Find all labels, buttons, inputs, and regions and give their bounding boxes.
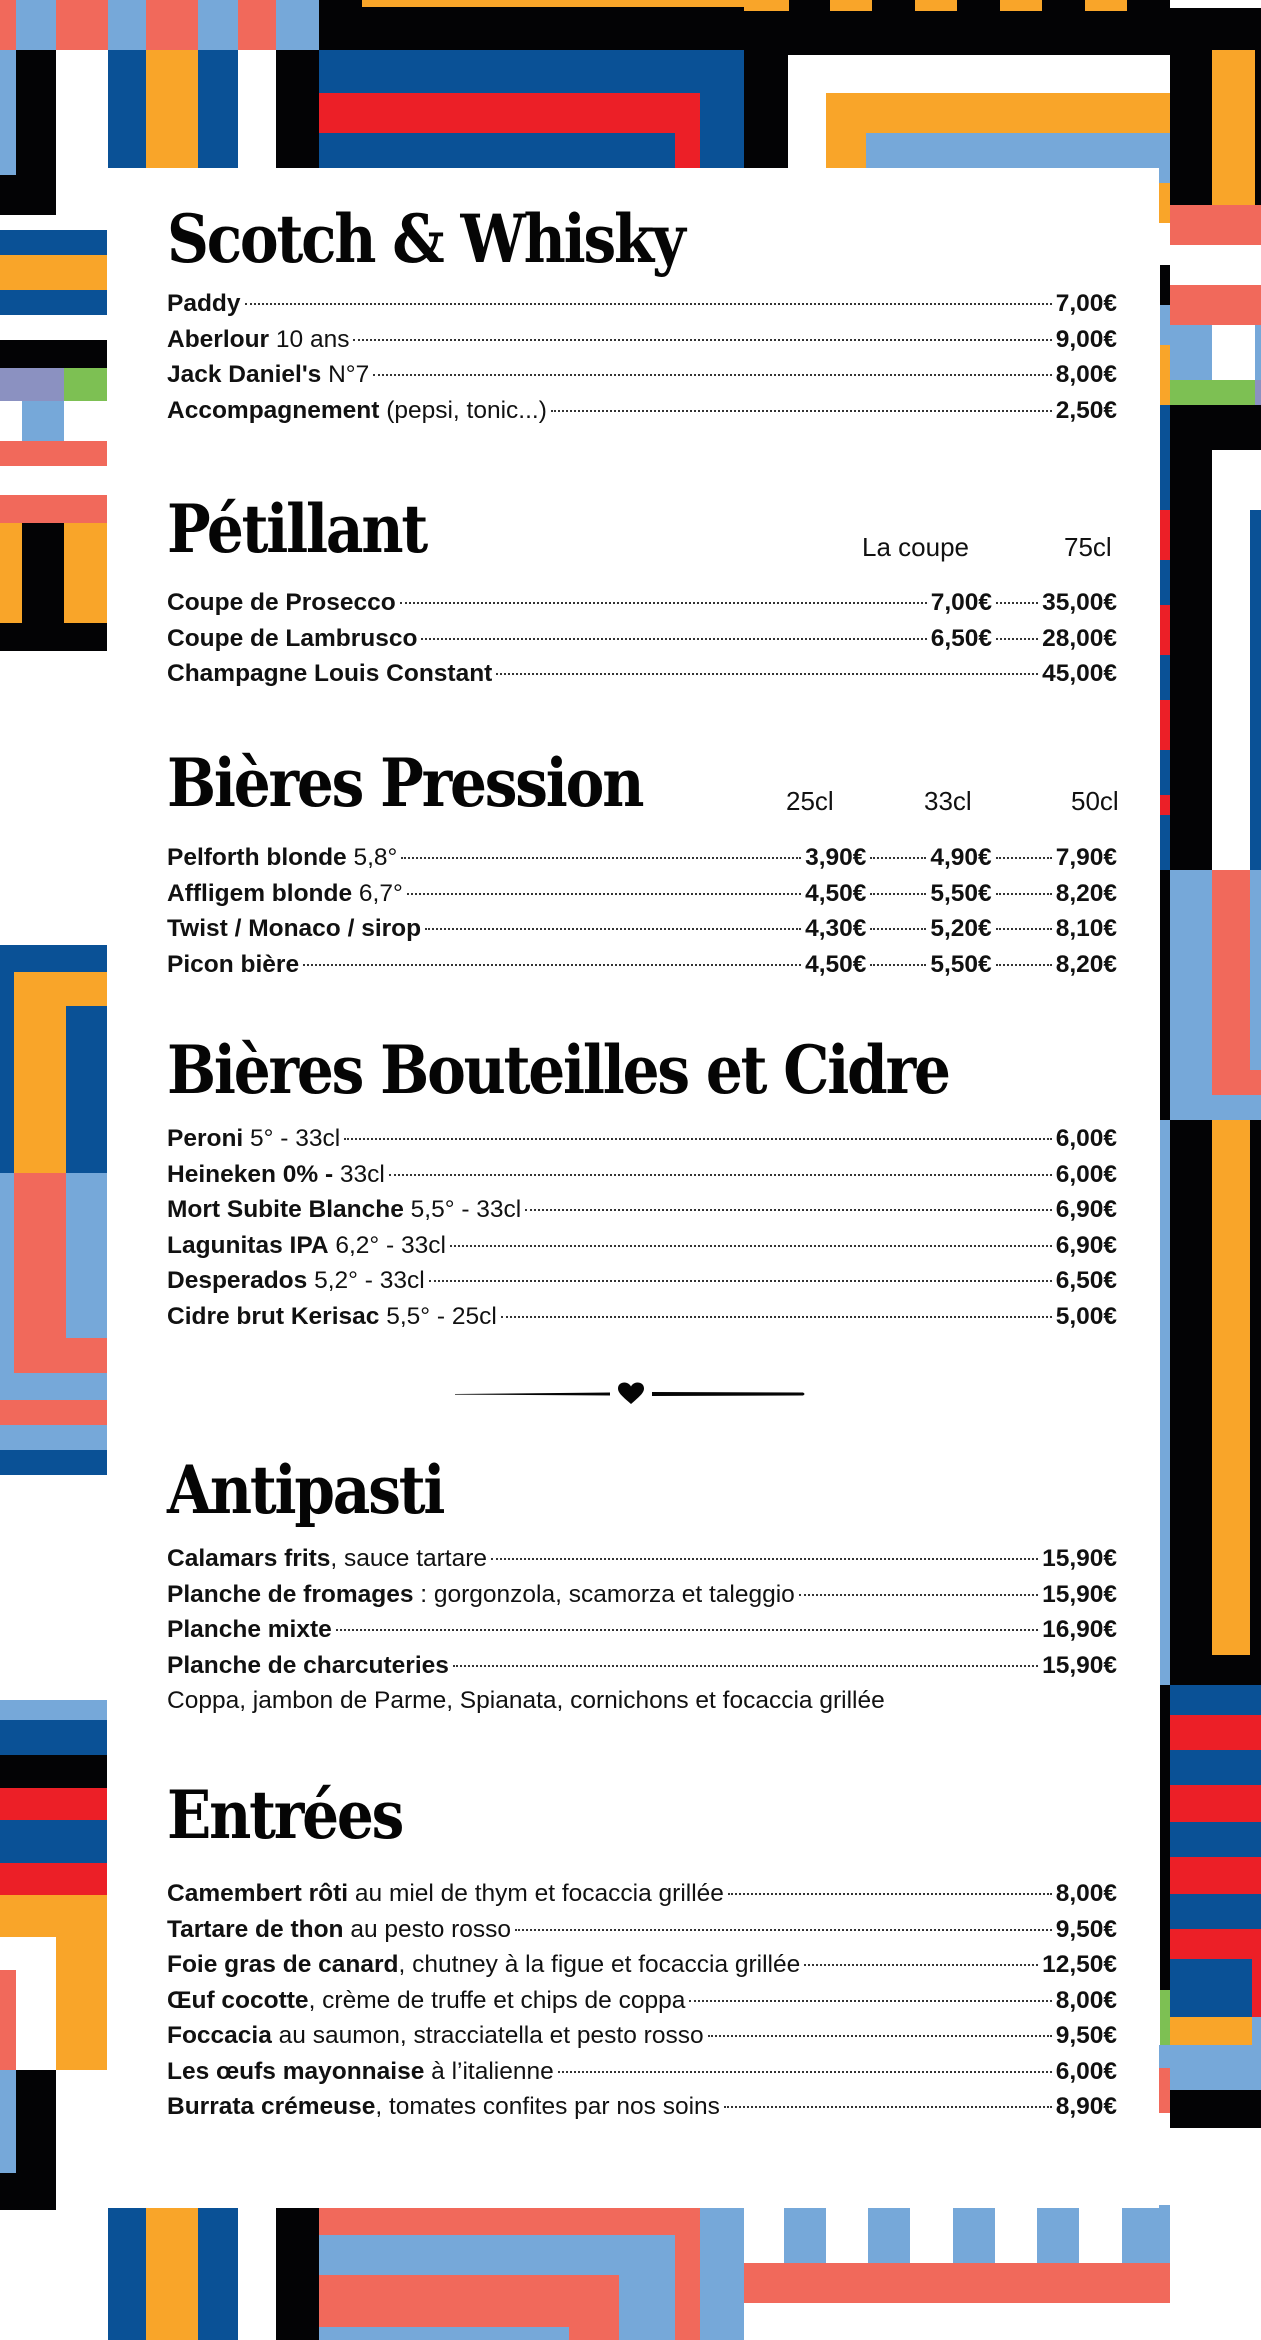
menu-item: Burrata crémeuse, tomates confites par nos soins 8,90€ [167,2093,1117,2120]
menu-item: Lagunitas IPA 6,2° - 33cl 6,90€ [167,1231,1117,1259]
menu-item: Peroni 5° - 33cl 6,00€ [167,1125,1117,1152]
section-scotch-whisky [167,200,1117,428]
menu-item: Planche de charcuteries 15,90€ [167,1651,1117,1679]
heart-divider [455,1380,805,1410]
section-petillant [167,490,1117,692]
menu-item: Mort Subite Blanche 5,5° - 33cl 6,90€ [167,1196,1117,1223]
column-header-33cl: 33cl [924,786,972,816]
section-entrees [167,1776,1117,2125]
menu-item: Affligem blonde 6,7° 4,50€ 5,50€ 8,20€ [167,879,1117,907]
section-title: Bières Pression [167,744,643,822]
menu-item: Camembert rôti au miel de thym et focaccia grillée 8,00€ [167,1880,1117,1907]
section-title: Bières Bouteilles et Cidre [167,1031,949,1109]
heart-icon [618,1383,644,1405]
menu-item: Cidre brut Kerisac 5,5° - 25cl 5,00€ [167,1302,1117,1330]
menu-item: Accompagnement (pepsi, tonic...) 2,50€ [167,396,1117,424]
menu-item: Tartare de thon au pesto rosso 9,50€ [167,1915,1117,1943]
menu-item: Planche de fromages : gorgonzola, scamorza et taleggio 15,90€ [167,1580,1117,1608]
section-bieres-pression [167,744,1119,982]
section-bieres-bouteilles [167,1031,1117,1334]
section-antipasti [167,1451,1117,1719]
menu-item: Coupe de Prosecco 7,00€ 35,00€ [167,589,1117,616]
column-header-glass: La coupe [862,532,969,562]
menu-item: Desperados 5,2° - 33cl 6,50€ [167,1267,1117,1294]
menu-item: Les œufs mayonnaise à l’italienne 6,00€ [167,2057,1117,2085]
section-title: Scotch & Whisky [167,200,684,278]
item-note: Coppa, jambon de Parme, Spianata, cornichons et focaccia grillée [167,1687,885,1714]
menu-item: Foccacia au saumon, stracciatella et pesto rosso 9,50€ [167,2022,1117,2049]
menu-item: Paddy 7,00€ [167,290,1117,317]
menu-item: Champagne Louis Constant 45,00€ [167,660,1117,687]
menu-item: Pelforth blonde 5,8° 3,90€ 4,90€ 7,90€ [167,844,1117,871]
menu-item: Coupe de Lambrusco 6,50€ 28,00€ [167,624,1117,652]
menu-item: Foie gras de canard, chutney à la figue et focaccia grillée 12,50€ [167,1951,1117,1978]
column-header-50cl: 50cl [1071,786,1119,816]
menu-item: Calamars frits, sauce tartare 15,90€ [167,1545,1117,1572]
section-title: Pétillant [167,490,426,568]
menu-item: Jack Daniel's N°7 8,00€ [167,361,1117,388]
section-title: Entrées [167,1776,403,1854]
column-header-25cl: 25cl [786,786,834,816]
menu-item: Twist / Monaco / sirop 4,30€ 5,20€ 8,10€ [167,915,1117,942]
column-header-75cl: 75cl [1064,532,1112,562]
menu-item: Planche mixte 16,90€ [167,1616,1117,1643]
menu-item: Œuf cocotte, crème de truffe et chips de coppa 8,00€ [167,1986,1117,2014]
menu-item: Picon bière 4,50€ 5,50€ 8,20€ [167,950,1117,978]
menu-item: Aberlour 10 ans 9,00€ [167,325,1117,353]
menu-item: Heineken 0% - 33cl 6,00€ [167,1160,1117,1188]
section-title: Antipasti [167,1451,444,1529]
